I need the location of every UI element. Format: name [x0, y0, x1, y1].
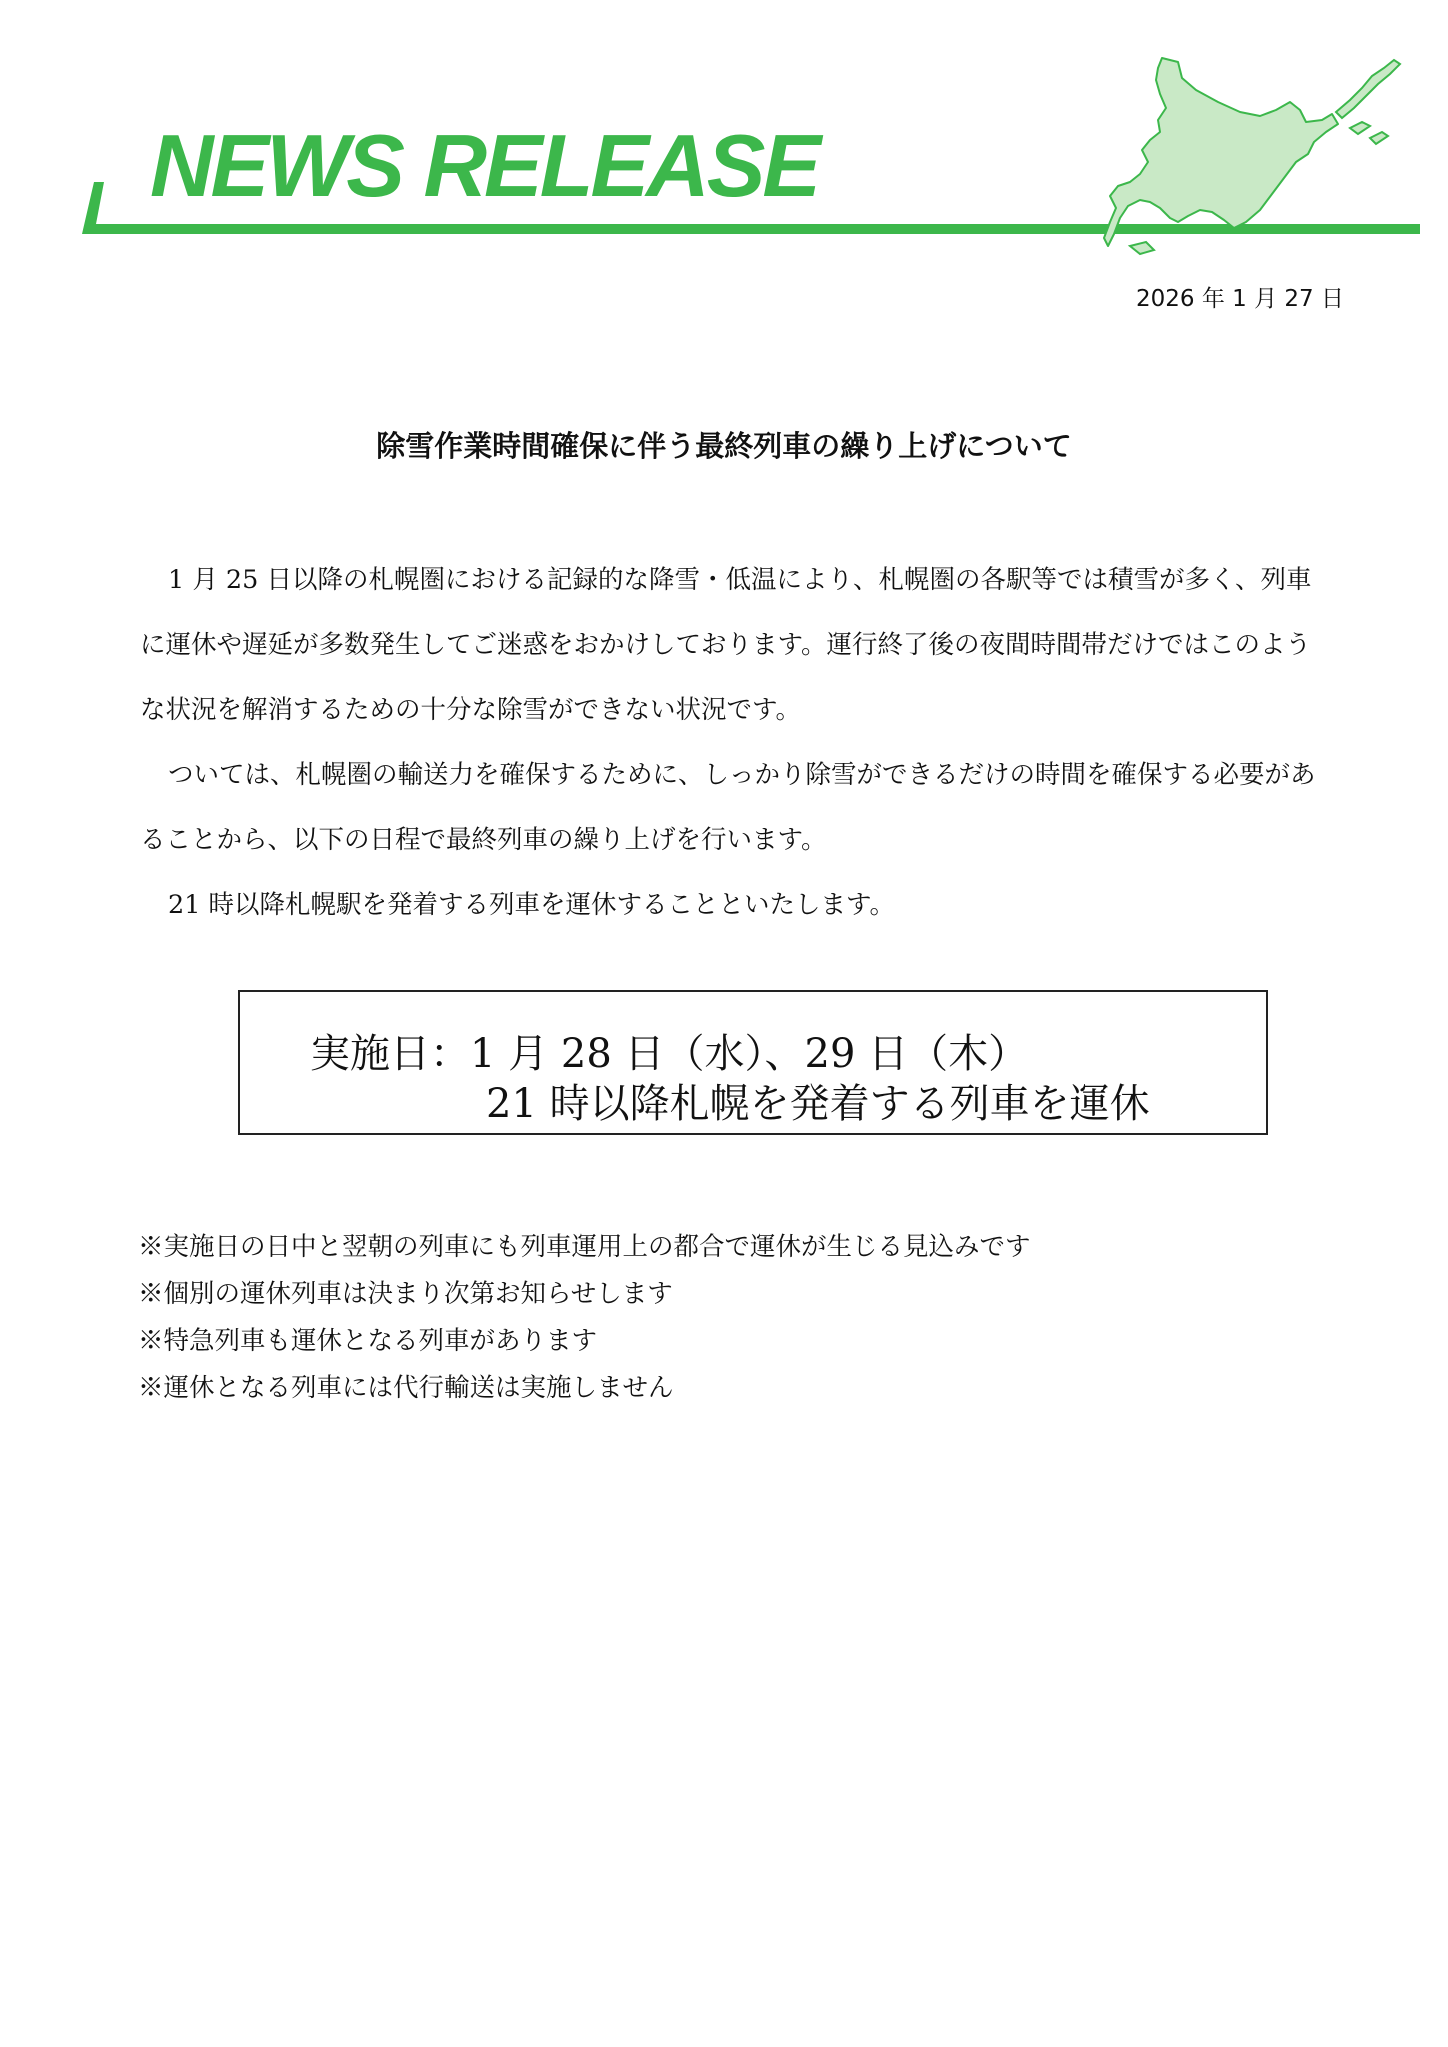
notes-list: [138, 1224, 1031, 1412]
implementation-dates: 実施日：1 月 28 日（水）、29 日（木）: [310, 1031, 1029, 1077]
note-item: ※実施日の日中と翌朝の列車にも列車運用上の都合で運休が生じる見込みです: [138, 1232, 1031, 1262]
note-item: ※個別の運休列車は決まり次第お知らせします: [138, 1279, 673, 1309]
note-item: ※特急列車も運休となる列車があります: [138, 1326, 598, 1356]
release-date: 2026 年 1 月 27 日: [1136, 286, 1344, 312]
paragraph: 21 時以降札幌駅を発着する列車を運休することといたします。: [168, 890, 896, 920]
body-text: [140, 548, 1320, 938]
implementation-box: [238, 990, 1268, 1135]
document-title: 除雪作業時間確保に伴う最終列車の繰り上げについて: [376, 429, 1072, 463]
paragraph: 1 月 25 日以降の札幌圏における記録的な降雪・低温により、札幌圏の各駅等では積雪が多く、列車に運休や遅延が多数発生してご迷惑をおかけしております。運行終了後の夜間時間帯だけではこのような状況を解消するための十分な除雪ができない状況です。: [140, 565, 1312, 725]
paragraph: ついては、札幌圏の輸送力を確保するために、しっかり除雪ができるだけの時間を確保する必要があることから、以下の日程で最終列車の繰り上げを行います。: [140, 760, 1316, 855]
note-item: ※運休となる列車には代行輸送は実施しません: [138, 1373, 674, 1403]
news-release-title: NEWS RELEASE: [150, 116, 819, 215]
news-release-header: [0, 0, 1448, 250]
hokkaido-map-icon: [1100, 50, 1420, 260]
implementation-detail: 21 時以降札幌を発着する列車を運休: [486, 1081, 1150, 1127]
